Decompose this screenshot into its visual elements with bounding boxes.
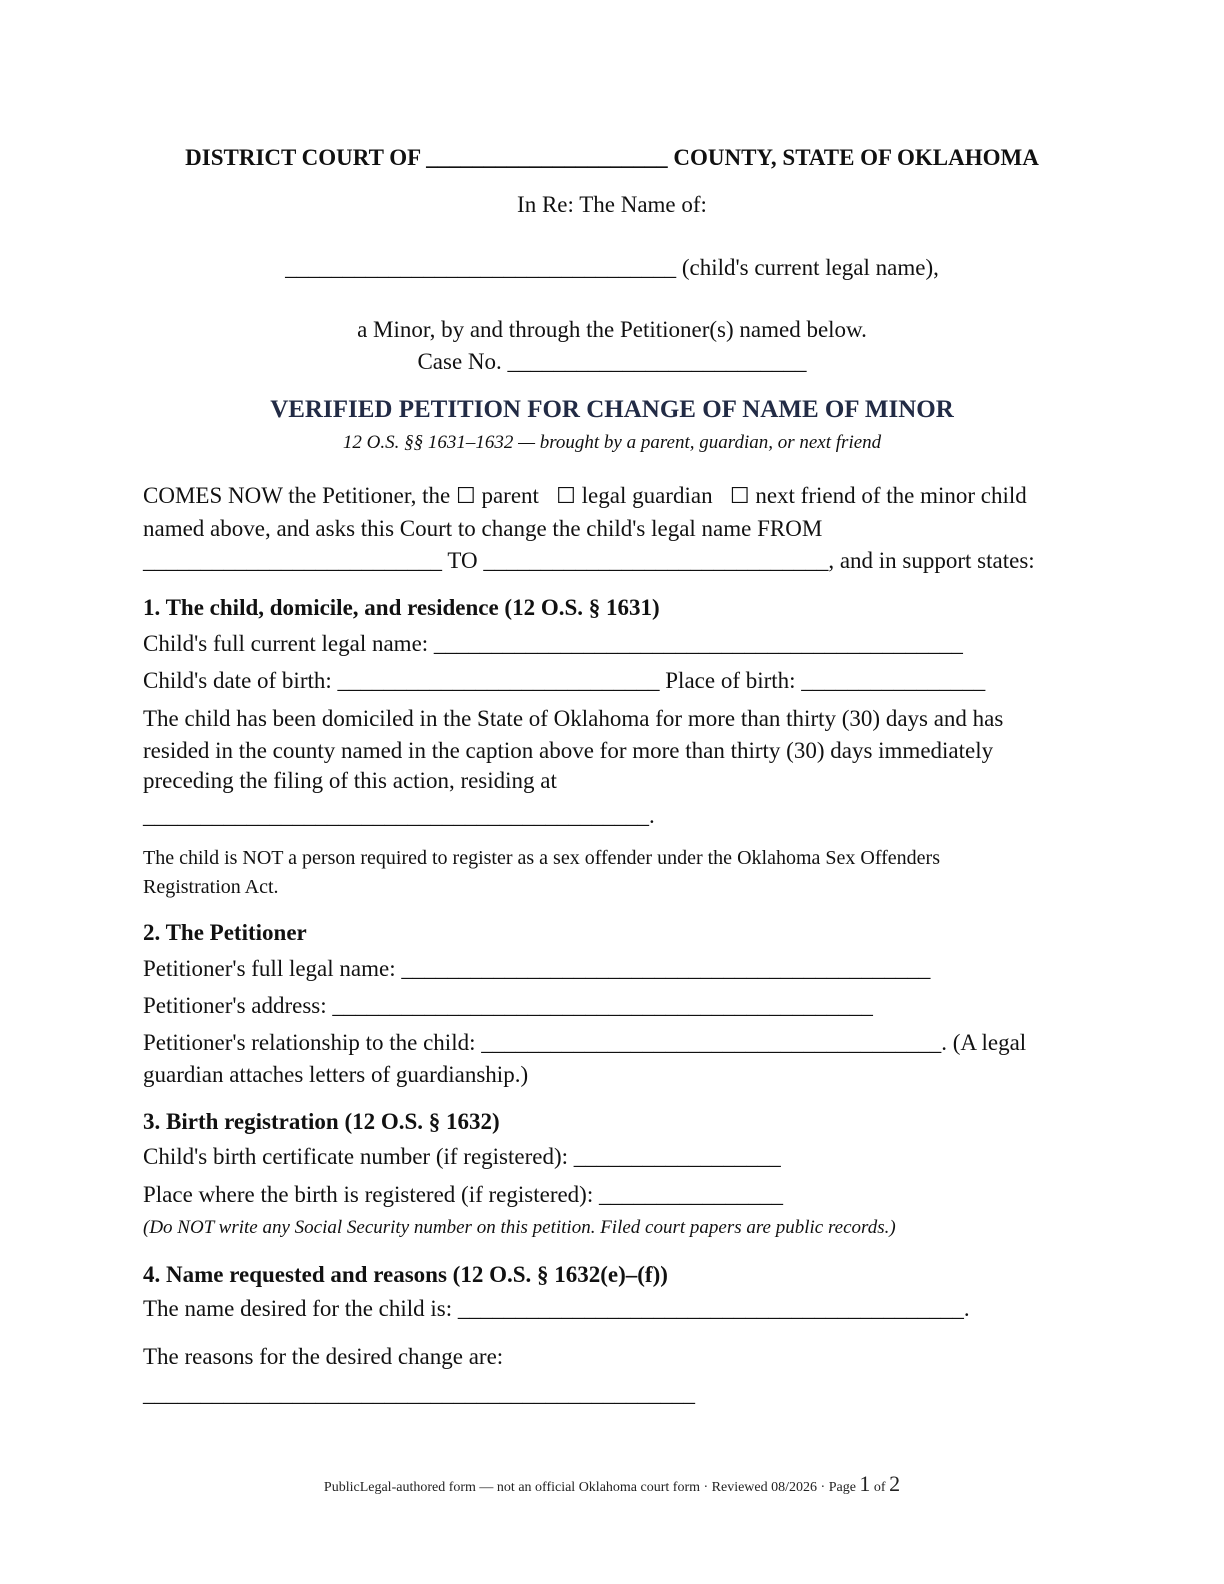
page-number-current: 1 — [859, 1471, 871, 1496]
page-of-label: of — [873, 1480, 886, 1495]
residence-address-field: ____________________________________________. — [143, 803, 655, 828]
petitioner-name-field: Petitioner's full legal name: ______________________________________________ — [143, 956, 931, 981]
guardian-option-label: legal guardian — [581, 483, 713, 508]
sex-offender-statement-2: Registration Act. — [143, 876, 279, 898]
sex-offender-statement-1: The child is NOT a person required to register as a sex offender under the Oklahoma Sex Offenders — [143, 847, 940, 869]
child-dob-place-field: Child's date of birth: ____________________________ Place of birth: ________________ — [143, 668, 986, 693]
next-friend-option-label: next friend of the minor child — [755, 483, 1027, 508]
minor-line: a Minor, by and through the Petitioner(s) named below. — [357, 317, 867, 342]
ssn-warning-note: (Do NOT write any Social Security number on this petition. Filed court papers are public records.) — [143, 1217, 896, 1238]
section-4-heading: 4. Name requested and reasons (12 O.S. § 1632(e)–(f)) — [143, 1262, 668, 1287]
birth-registration-place-field: Place where the birth is registered (if registered): ________________ — [143, 1182, 783, 1207]
petitioner-relationship-field: Petitioner's relationship to the child: ________________________________________. (A legal — [143, 1030, 1027, 1055]
section-3-heading: 3. Birth registration (12 O.S. § 1632) — [143, 1109, 500, 1134]
page-footer — [0, 1471, 1224, 1498]
next-friend-checkbox[interactable]: ☐ — [729, 483, 750, 508]
page-number-total: 2 — [889, 1471, 901, 1496]
intro-line-3: __________________________ TO ______________________________, and in support states: — [143, 548, 1035, 573]
guardian-checkbox[interactable]: ☐ — [556, 483, 576, 508]
reasons-label: The reasons for the desired change are: — [143, 1344, 504, 1369]
reasons-field: ________________________________________________ — [143, 1381, 695, 1406]
child-full-name-field: Child's full current legal name: ______________________________________________ — [143, 631, 963, 656]
intro-line-1 — [143, 480, 1027, 512]
section-1-heading: 1. The child, domicile, and residence (12 O.S. § 1631) — [143, 595, 660, 620]
intro-lead: COMES NOW the Petitioner, the — [143, 483, 451, 508]
document-subtitle: 12 O.S. §§ 1631–1632 — brought by a parent, guardian, or next friend — [342, 432, 882, 453]
parent-checkbox[interactable]: ☐ — [455, 483, 476, 508]
case-number: Case No. __________________________ — [417, 349, 807, 374]
name-desired-field: The name desired for the child is: ____________________________________________. — [143, 1296, 970, 1321]
parent-option-label: parent — [481, 483, 539, 508]
in-re-line: In Re: The Name of: — [517, 192, 707, 217]
intro-line-2: named above, and asks this Court to change the child's legal name FROM — [143, 516, 823, 541]
petitioner-address-field: Petitioner's address: _______________________________________________ — [143, 993, 873, 1018]
domicile-text-3: preceding the filing of this action, residing at — [143, 768, 557, 793]
section-2-heading: 2. The Petitioner — [143, 920, 307, 945]
domicile-text-2: resided in the county named in the caption above for more than thirty (30) days immediately — [143, 738, 994, 763]
child-name-caption: __________________________________ (child's current legal name), — [285, 255, 939, 280]
footer-text: PublicLegal-authored form — not an official Oklahoma court form · Reviewed 08/2026 · Page — [323, 1480, 856, 1495]
guardianship-note: guardian attaches letters of guardianship.) — [143, 1062, 529, 1087]
court-caption: DISTRICT COURT OF _____________________ COUNTY, STATE OF OKLAHOMA — [185, 145, 1039, 170]
document-title: VERIFIED PETITION FOR CHANGE OF NAME OF MINOR — [270, 396, 954, 423]
birth-certificate-field: Child's birth certificate number (if registered): __________________ — [143, 1144, 781, 1169]
domicile-text-1: The child has been domiciled in the State of Oklahoma for more than thirty (30) days and has — [143, 706, 1004, 731]
